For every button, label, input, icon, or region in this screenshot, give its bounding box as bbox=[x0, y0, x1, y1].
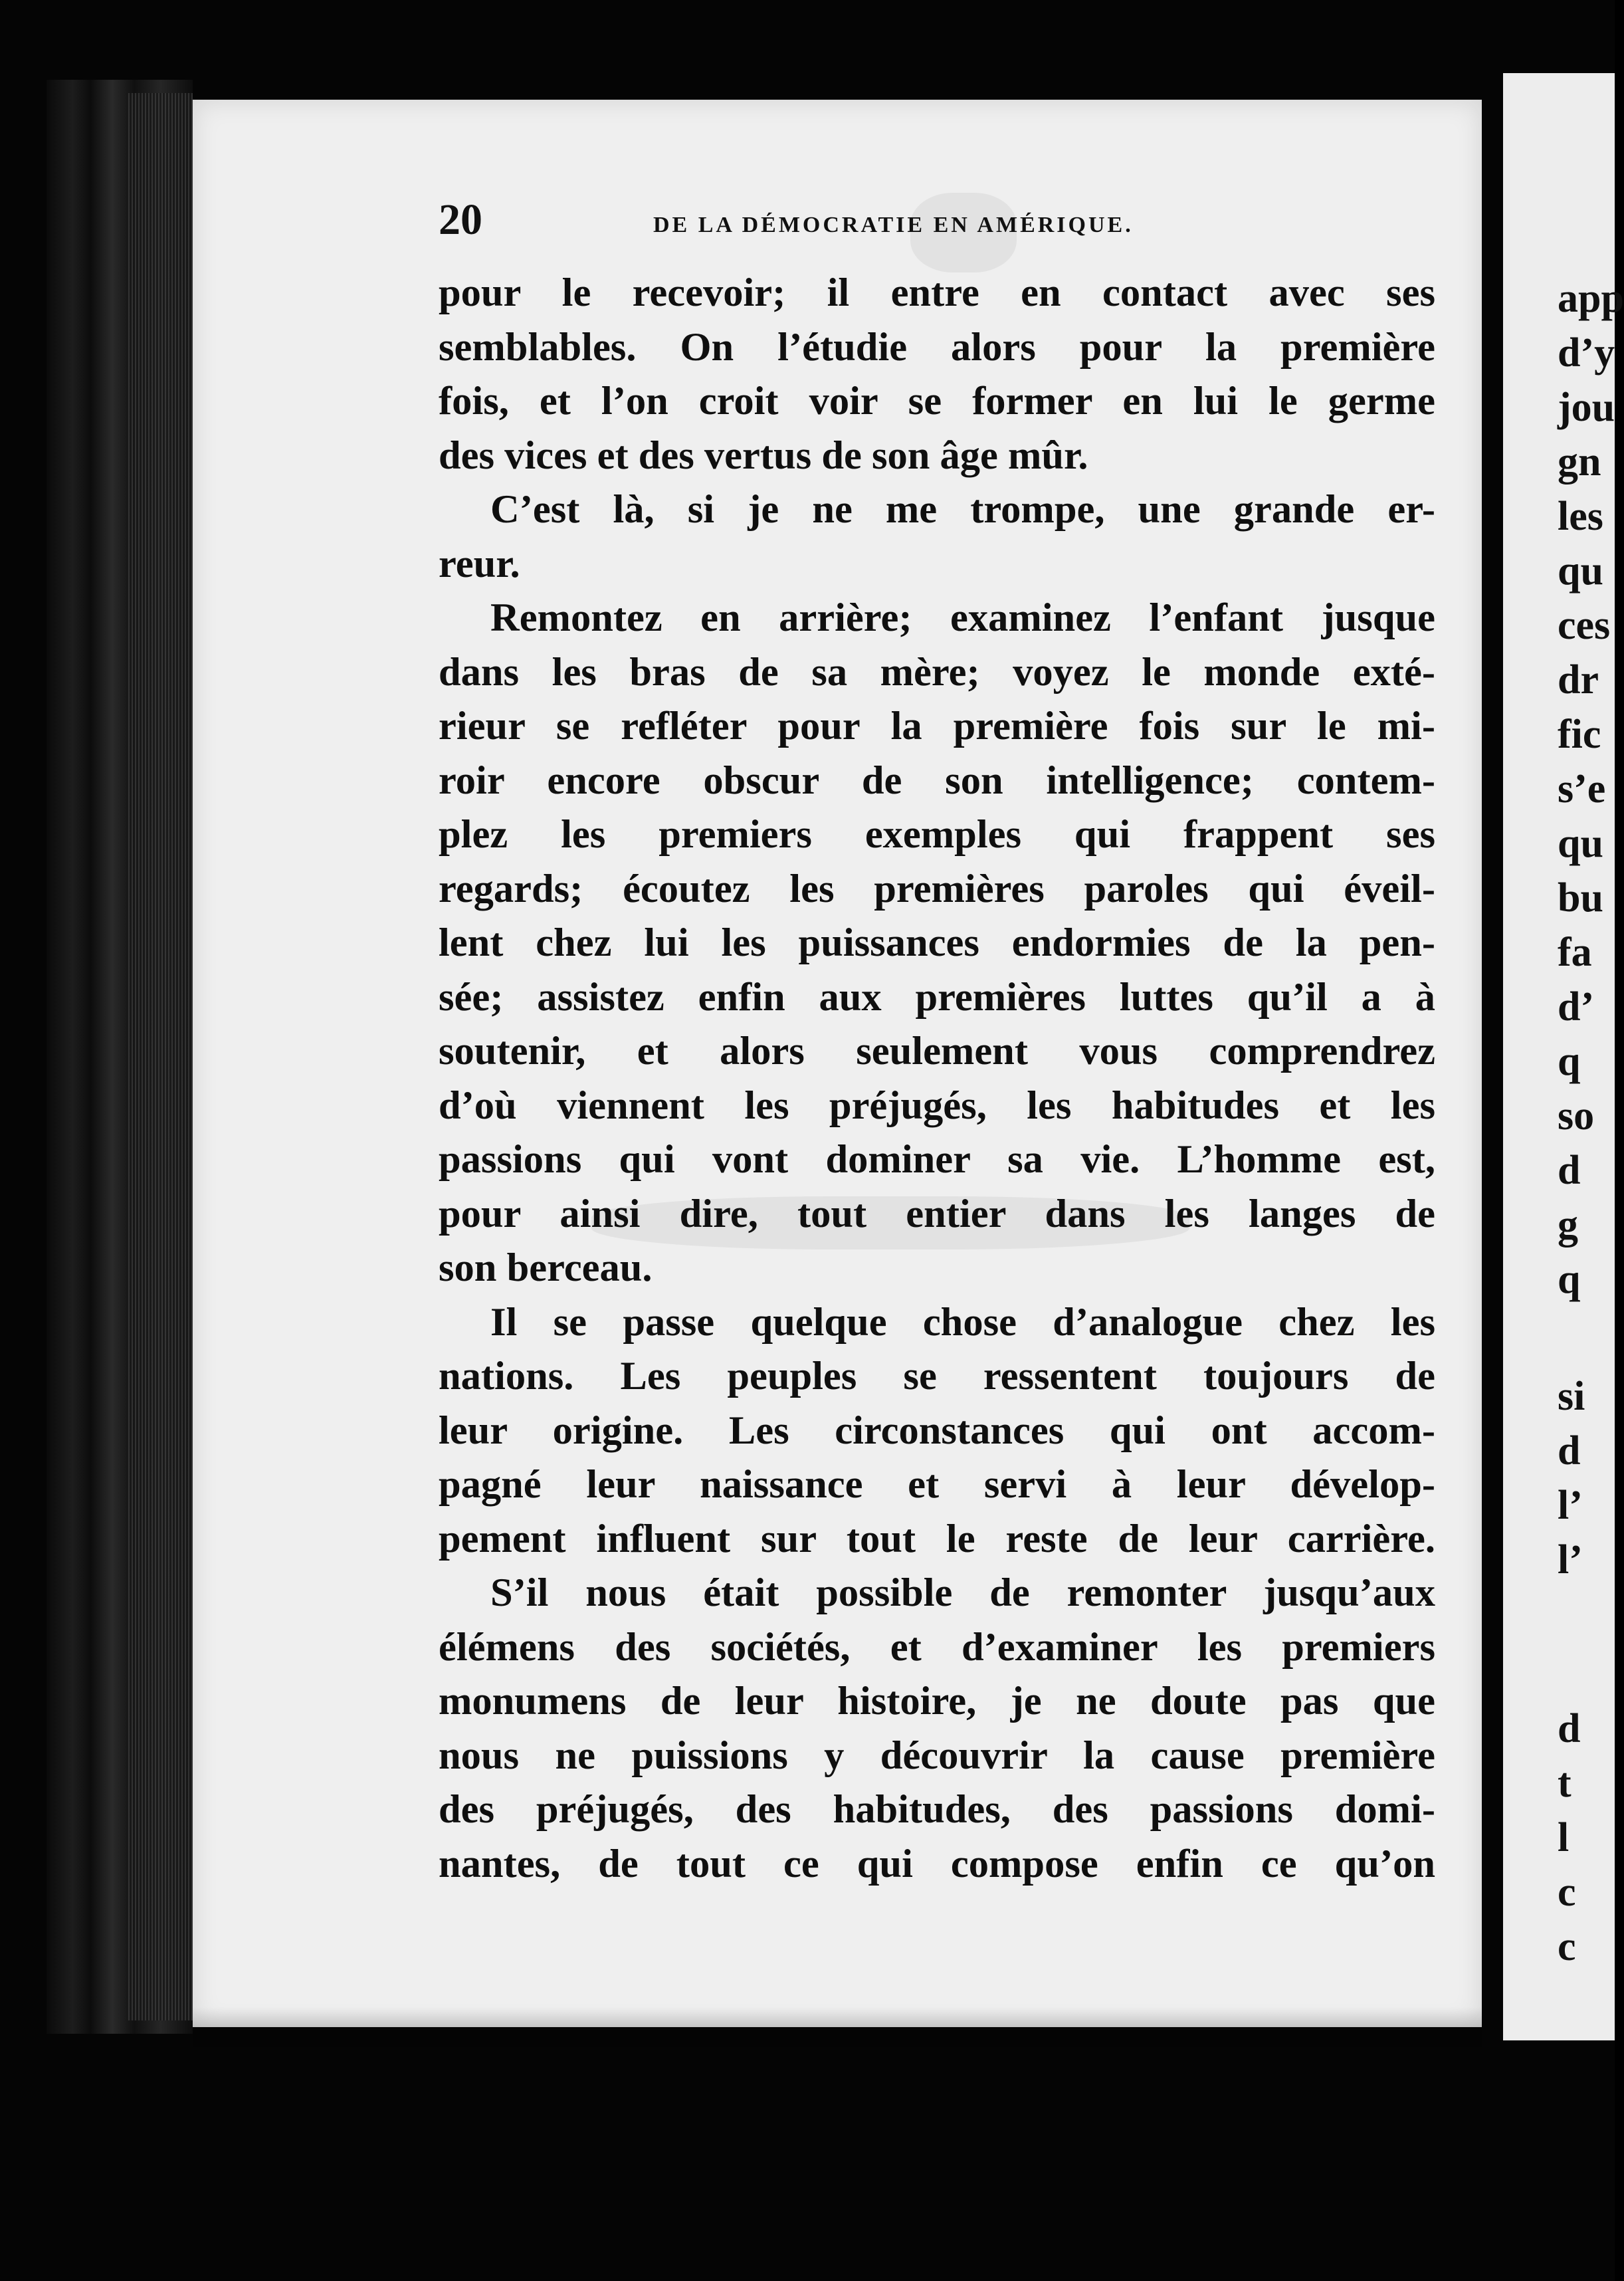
adjacent-page-fragment: t bbox=[1558, 1761, 1572, 1806]
text-line: pour ainsi dire, tout entier dans les langes de bbox=[439, 1191, 1435, 1236]
text-line: passions qui vont dominer sa vie. L’homme est, bbox=[439, 1137, 1435, 1182]
text-line: regards; écoutez les premières paroles qui éveil- bbox=[439, 866, 1435, 911]
running-head-title: DE LA DÉMOCRATIE EN AMÉRIQUE. bbox=[653, 213, 1134, 237]
page-number: 20 bbox=[439, 195, 482, 244]
adjacent-page-fragment: q bbox=[1558, 1039, 1581, 1084]
text-line: nantes, de tout ce qui compose enfin ce qu’on bbox=[439, 1841, 1435, 1886]
adjacent-page-fragment: dr bbox=[1558, 657, 1599, 703]
adjacent-page bbox=[1503, 73, 1624, 2040]
text-line: soutenir, et alors seulement vous comprendrez bbox=[439, 1029, 1435, 1073]
adjacent-page-fragment: c bbox=[1558, 1870, 1576, 1915]
text-line: Il se passe quelque chose d’analogue chez les bbox=[490, 1299, 1435, 1345]
adjacent-page-fragment: gn bbox=[1558, 439, 1601, 485]
text-line: C’est là, si je ne me trompe, une grande er- bbox=[490, 487, 1435, 532]
text-line: dans les bras de sa mère; voyez le monde exté- bbox=[439, 649, 1435, 695]
adjacent-page-fragment: fic bbox=[1558, 712, 1601, 757]
adjacent-page-fragment: bu bbox=[1558, 875, 1603, 921]
text-line: nous ne puissions y découvrir la cause première bbox=[439, 1733, 1435, 1778]
adjacent-page-fragment: l’ bbox=[1558, 1537, 1583, 1582]
text-line: reur. bbox=[439, 541, 520, 586]
adjacent-page-fragment: app bbox=[1558, 276, 1624, 321]
text-line: rieur se refléter pour la première fois sur le mi- bbox=[439, 704, 1435, 748]
adjacent-page-fragment: qu bbox=[1558, 548, 1603, 594]
adjacent-page-fragment: q bbox=[1558, 1257, 1581, 1302]
adjacent-page-fragment: d bbox=[1558, 1428, 1581, 1473]
text-line: sée; assistez enfin aux premières luttes qu’il a à bbox=[439, 974, 1435, 1020]
text-line: pour le recevoir; il entre en contact avec ses bbox=[439, 271, 1435, 315]
adjacent-page-fragment: c bbox=[1558, 1924, 1576, 1969]
adjacent-page-fragment: so bbox=[1558, 1093, 1595, 1139]
text-line: élémens des sociétés, et d’examiner les premiers bbox=[439, 1624, 1435, 1670]
text-line: des vices et des vertus de son âge mûr. bbox=[439, 433, 1088, 478]
text-line: S’il nous était possible de remonter jusqu’aux bbox=[490, 1571, 1435, 1615]
adjacent-page-fragment: d bbox=[1558, 1148, 1581, 1193]
text-line: pagné leur naissance et servi à leur dévelop- bbox=[439, 1462, 1435, 1507]
adjacent-page-fragment: jou bbox=[1558, 385, 1615, 430]
adjacent-page-fragment: d’ bbox=[1558, 984, 1595, 1030]
text-line: Remontez en arrière; examinez l’enfant jusque bbox=[490, 596, 1435, 640]
text-line: plez les premiers exemples qui frappent ses bbox=[439, 812, 1435, 857]
text-line: monumens de leur histoire, je ne doute pas que bbox=[439, 1679, 1435, 1723]
text-line: lent chez lui les puissances endormies de la pen- bbox=[439, 921, 1435, 965]
adjacent-page-fragment: fa bbox=[1558, 930, 1592, 975]
text-line: semblables. On l’étudie alors pour la première bbox=[439, 324, 1435, 370]
adjacent-page-fragment: s’e bbox=[1558, 766, 1606, 812]
text-line: d’où viennent les préjugés, les habitudes et les bbox=[439, 1083, 1435, 1128]
adjacent-page-fragment: d bbox=[1558, 1706, 1581, 1751]
text-line: son berceau. bbox=[439, 1246, 653, 1290]
text-line: des préjugés, des habitudes, des passions domi- bbox=[439, 1787, 1435, 1832]
text-line: leur origine. Les circonstances qui ont accom- bbox=[439, 1408, 1435, 1453]
adjacent-page-fragment: l’ bbox=[1558, 1483, 1583, 1528]
adjacent-page-fragment: l bbox=[1558, 1815, 1570, 1860]
text-line: nations. Les peuples se ressentent toujours de bbox=[439, 1354, 1435, 1398]
adjacent-page-fragment: d’y bbox=[1558, 330, 1615, 376]
page-bottom-shadow bbox=[193, 2007, 1482, 2047]
body-text bbox=[439, 266, 1435, 1891]
page-edges bbox=[126, 93, 193, 2020]
text-line: fois, et l’on croit voir se former en lui le germe bbox=[439, 379, 1435, 423]
adjacent-page-fragment: ces bbox=[1558, 603, 1611, 648]
adjacent-page-fragment: si bbox=[1558, 1374, 1585, 1419]
adjacent-page-fragment: qu bbox=[1558, 821, 1603, 866]
text-line: pement influent sur tout le reste de leur carrière. bbox=[439, 1516, 1435, 1561]
adjacent-page-fragment: g bbox=[1558, 1202, 1578, 1248]
adjacent-page-fragment: les bbox=[1558, 494, 1603, 539]
text-line: roir encore obscur de son intelligence; contem- bbox=[439, 758, 1435, 803]
